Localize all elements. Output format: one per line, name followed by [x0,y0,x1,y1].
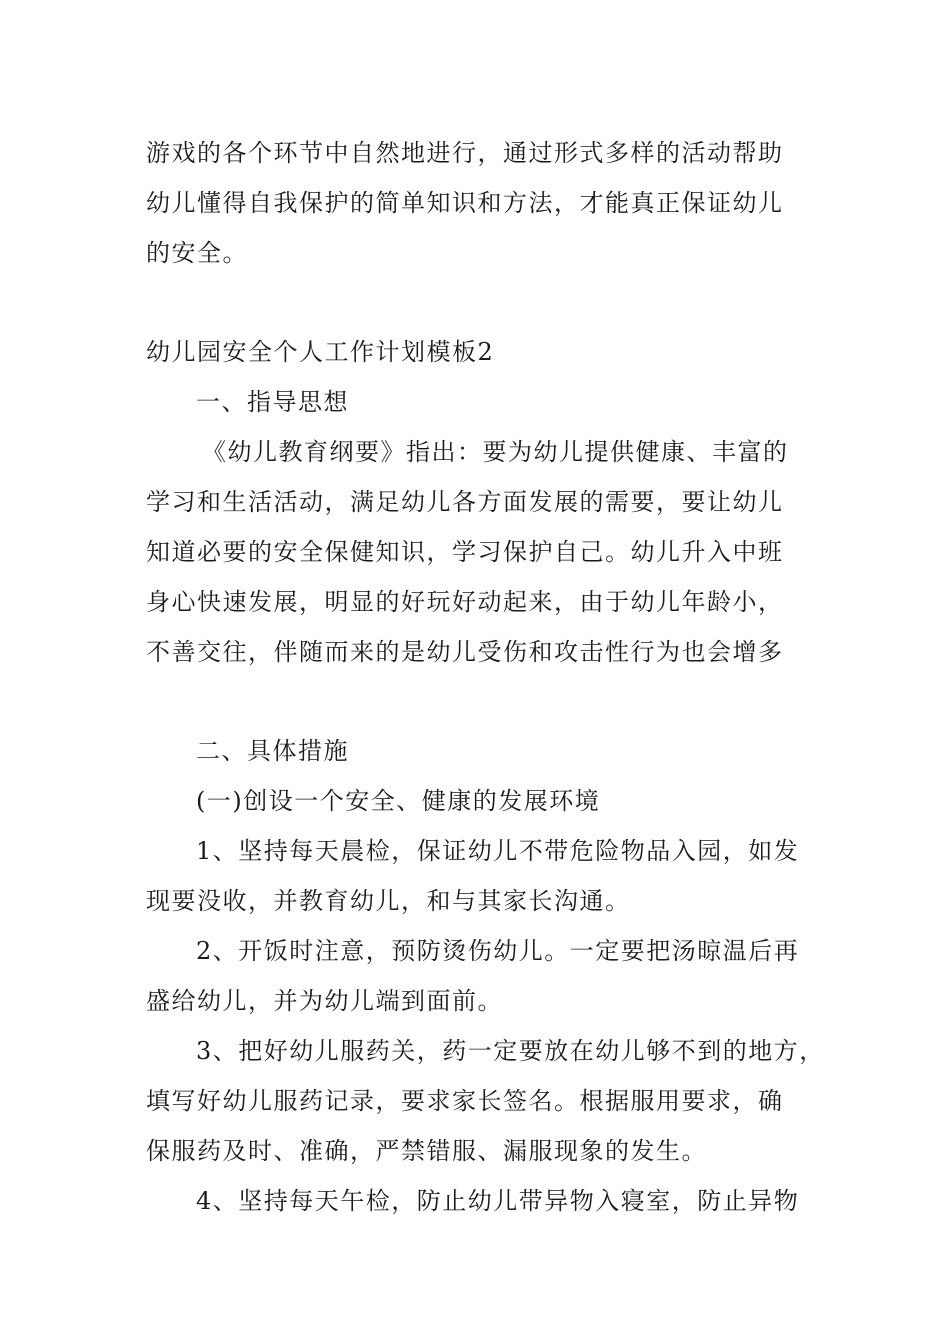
text-line: 4、坚持每天午检，防止幼儿带异物入寝室，防止异物 [196,1187,800,1215]
text-line: 2、开饭时注意，预防烫伤幼儿。一定要把汤晾温后再 [196,937,800,965]
list-item-2 [146,926,816,1026]
text-line: 现要没收，并教育幼儿，和与其家长沟通。 [146,887,631,915]
text-line: 幼儿懂得自我保护的简单知识和方法，才能真正保证幼儿 [146,189,784,217]
paragraph-guiding-ideology [146,427,816,677]
text-line: 保服药及时、准确，严禁错服、漏服现象的发生。 [146,1137,707,1165]
text-line: 不善交往，伴随而来的是幼儿受伤和攻击性行为也会增多 [146,638,784,666]
text-line: 填写好幼儿服药记录，要求家长签名。根据服用要求，确 [146,1087,784,1115]
section-title: 幼儿园安全个人工作计划模板2 [146,338,495,366]
intro-paragraph [146,128,816,278]
text-line: 盛给幼儿，并为幼儿端到面前。 [146,987,503,1015]
text-line: 身心快速发展，明显的好玩好动起来，由于幼儿年龄小， [146,588,784,616]
text-line: 学习和生活活动，满足幼儿各方面发展的需要，要让幼儿 [146,488,784,516]
text-line: 《幼儿教育纲要》指出：要为幼儿提供健康、丰富的 [202,438,789,466]
sub-heading-environment: (一)创设一个安全、健康的发展环境 [196,787,601,815]
heading-specific-measures: 二、具体措施 [196,737,349,765]
list-item-1 [146,826,816,926]
text-line: 知道必要的安全保健知识，学习保护自己。幼儿升入中班 [146,538,784,566]
list-item-3 [146,1026,825,1176]
text-line: 1、坚持每天晨检，保证幼儿不带危险物品入园，如发 [196,837,800,865]
text-line: 游戏的各个环节中自然地进行，通过形式多样的活动帮助 [146,139,784,167]
text-line: 3、把好幼儿服药关，药一定要放在幼儿够不到的地方， [196,1037,825,1065]
list-item-4 [146,1176,816,1226]
text-line: 的安全。 [146,239,248,267]
heading-guiding-ideology: 一、指导思想 [196,388,349,416]
